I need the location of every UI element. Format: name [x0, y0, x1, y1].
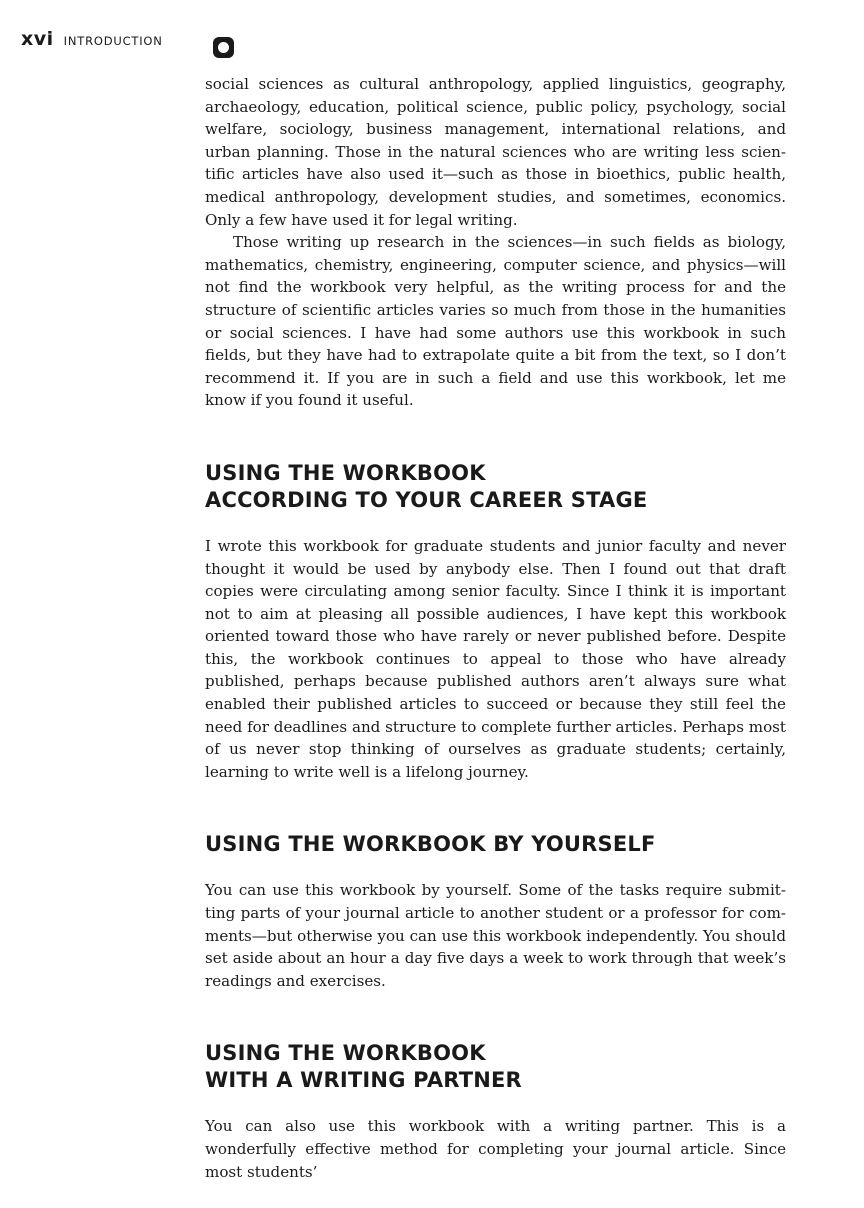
heading-line: USING THE WORKBOOK BY YOURSELF: [205, 832, 656, 857]
rounded-square-circle-icon: [213, 37, 234, 58]
section-heading-by-yourself: [205, 831, 786, 858]
running-head: [21, 28, 163, 50]
body-paragraph: You can use this workbook by yourself. Some of the tasks require submitting parts of your journal article to another student or a professor for comments—but otherwise you can use this workbook independently. You should set aside about an hour a day five days a week to work through that week’s readings and exercises.: [205, 881, 786, 990]
body-paragraph: social sciences as cultural anthropology, applied linguistics, geography, archaeology, education, political science, public policy, psychology, social welfare, sociology, business management, international relations, and urban planning. Those in the natural sciences who are writing less scientific articles have also used it—such as those in bioethics, public health, medical anthropology, development studies, and sometimes, economics. Only a few have used it for legal writing.: [205, 75, 786, 229]
page-body: [205, 73, 786, 1183]
section-heading-career-stage: [205, 460, 786, 514]
heading-line: WITH A WRITING PARTNER: [205, 1068, 522, 1093]
heading-line: ACCORDING TO YOUR CAREER STAGE: [205, 487, 648, 512]
heading-line: USING THE WORKBOOK: [205, 1041, 486, 1066]
section-heading-writing-partner: [205, 1040, 786, 1094]
body-paragraph: I wrote this workbook for graduate students and junior faculty and never thought it would be used by anybody else. Then I found out that draft copies were circulating among senior faculty. Since I think it is important not to aim at pleasing all possible audiences, I have kept this workbook oriented toward those who have rarely or never published before. Despite this, the workbook continues to appeal to those who have already published, perhaps because published authors aren’t always sure what enabled their published articles to succeed or because they still feel the need for deadlines and structure to complete further articles. Perhaps most of us never stop thinking of ourselves as graduate students; certainly, learning to write well is a lifelong journey.: [205, 536, 786, 781]
heading-line: USING THE WORKBOOK: [205, 460, 486, 485]
body-paragraph: Those writing up research in the sciences—in such fields as biology, mathematics, chemistry, engineering, computer science, and physics—will not find the workbook very helpful, as the writing process for and the structure of scientific articles varies so much from those in the humanities or social sciences. I have had some authors use this workbook in such fields, but they have had to extrapolate quite a bit from the text, so I don’t recommend it. If you are in such a field and use this workbook, let me know if you found it useful.: [205, 233, 786, 410]
page-number: xvi: [21, 28, 54, 50]
body-paragraph: You can also use this workbook with a writing partner. This is a wonderfully effective method for completing your journal article. Since most students’: [205, 1117, 786, 1181]
running-title: INTRODUCTION: [63, 34, 163, 48]
